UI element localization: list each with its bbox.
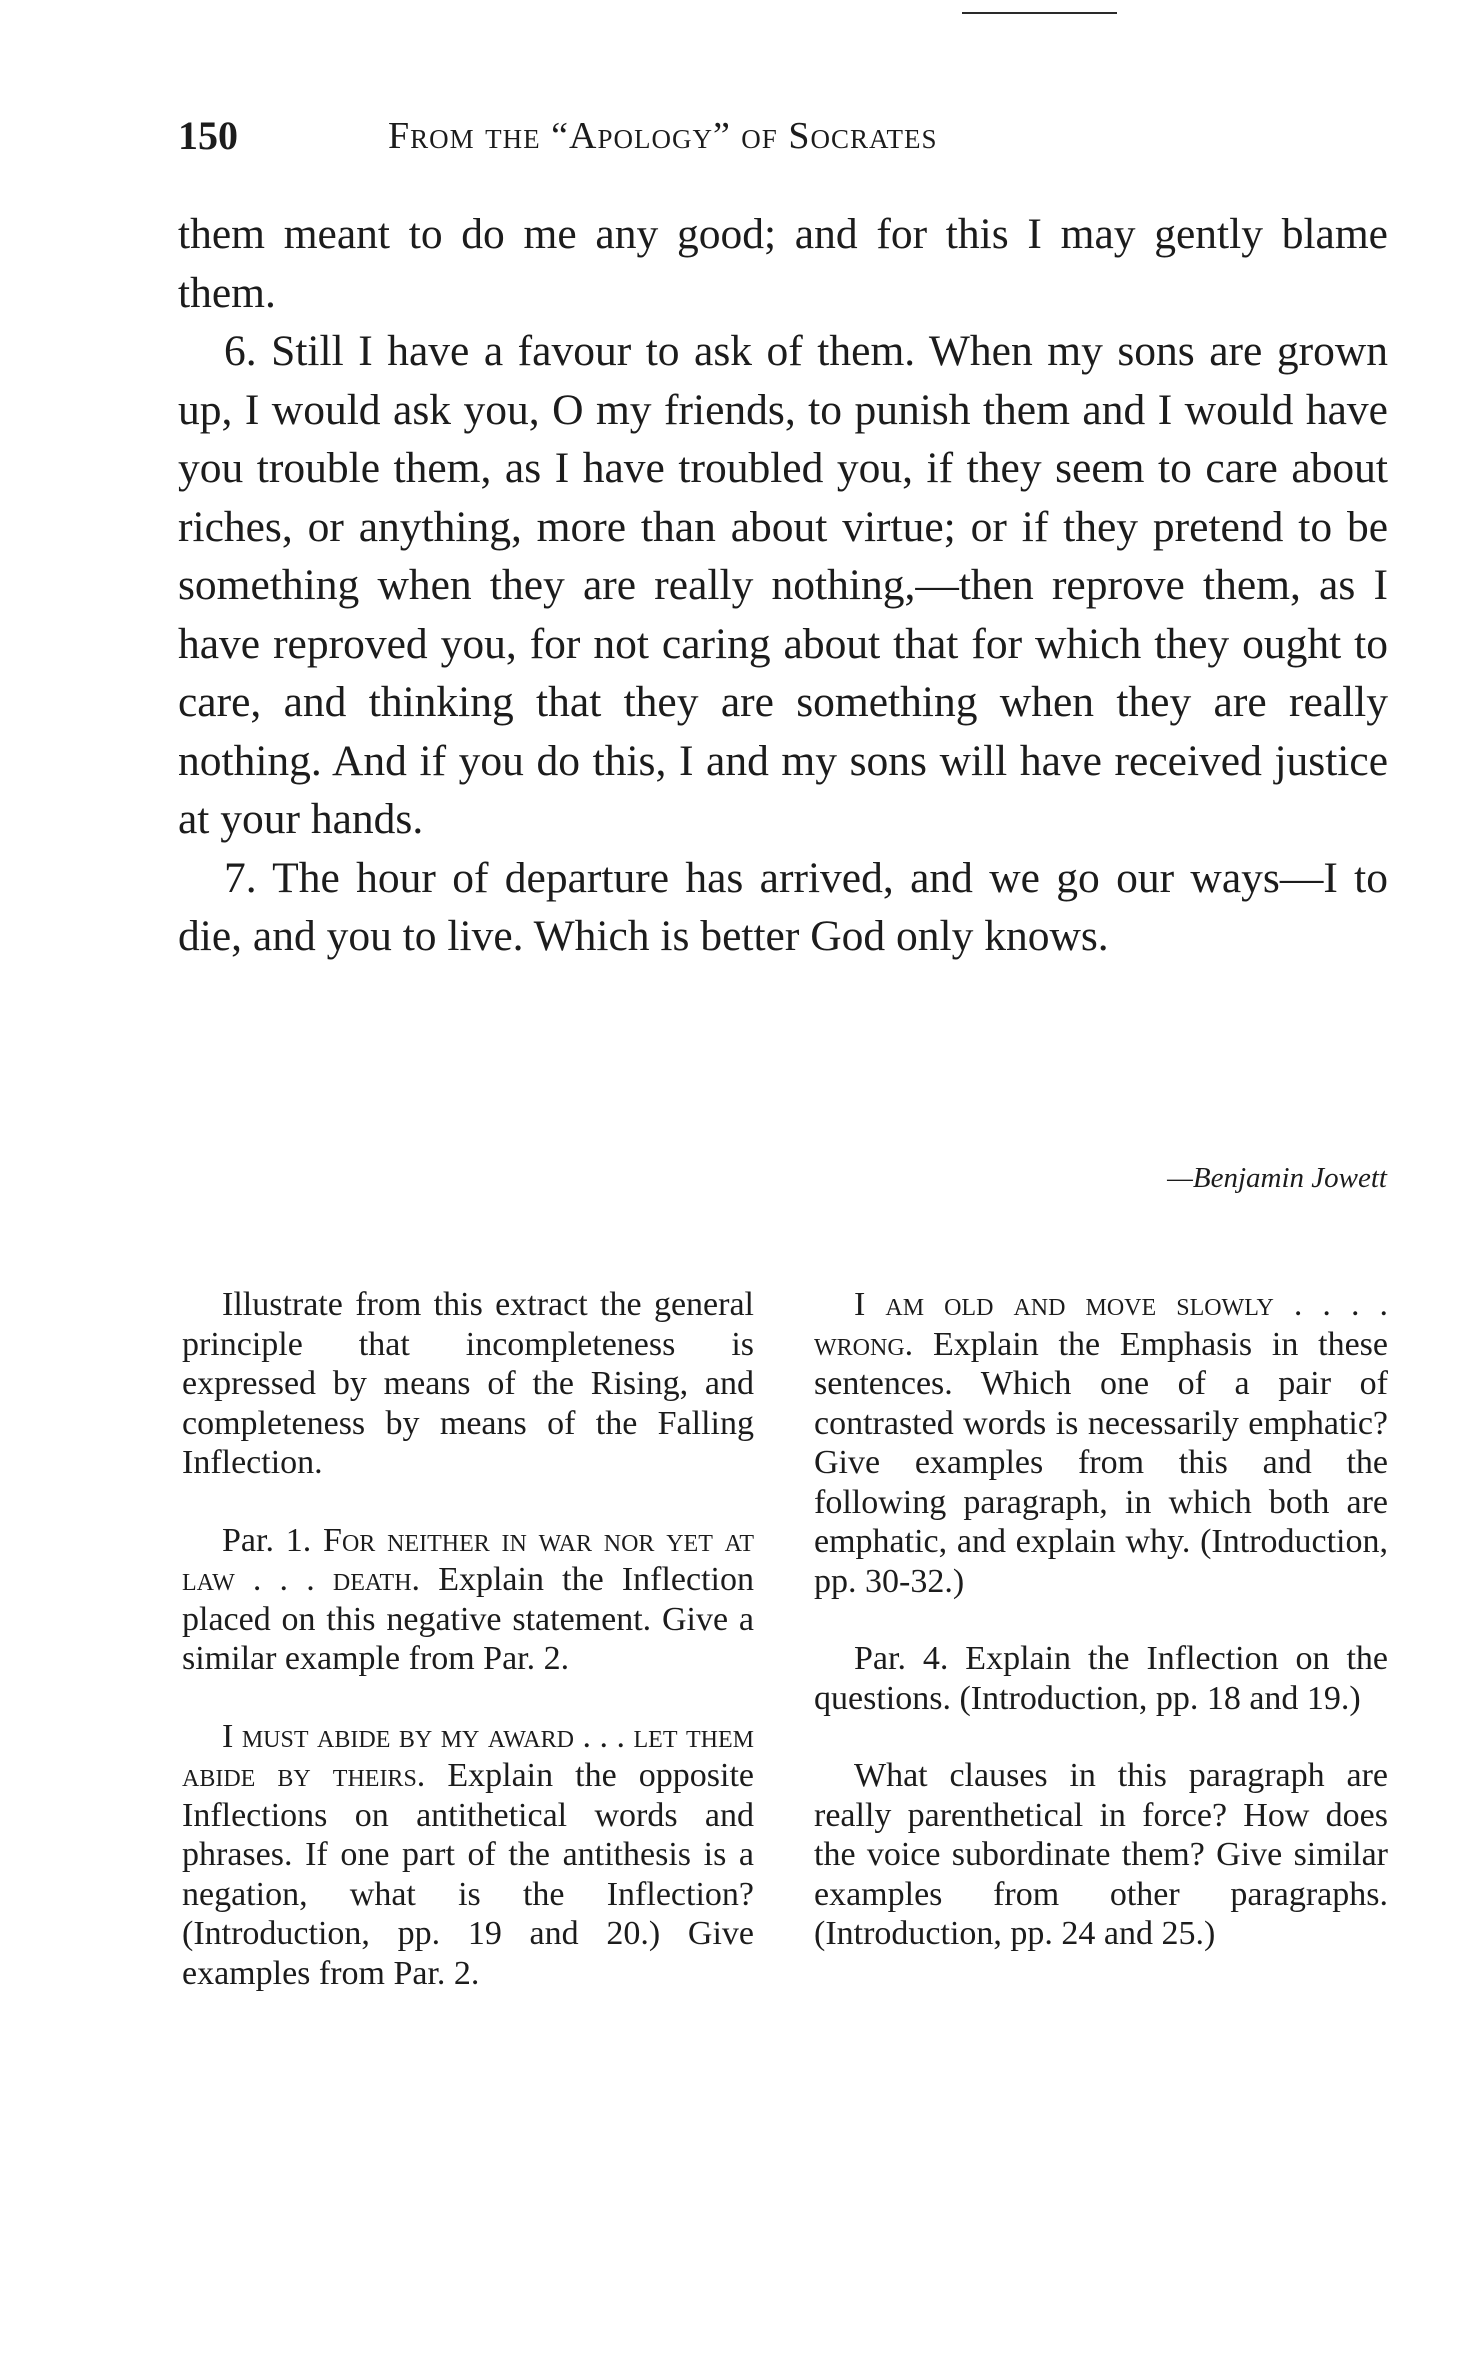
- note-par-1-label: Par. 1.: [222, 1521, 312, 1559]
- note-abide-award: [182, 1717, 754, 1994]
- attribution: —Benjamin Jowett: [1167, 1162, 1387, 1194]
- page-number: 150: [178, 113, 238, 158]
- top-rule: [962, 12, 1117, 14]
- note-abide-award-text: Explain the opposite Inflections on antithetical words and phrases. If one part of the antithesis is a negation, what is the Inflection? (Introduction, pp. 19 and 20.) Give examples from Par. 2.: [182, 1757, 754, 1992]
- notes-left-column: [182, 1285, 754, 2031]
- note-par-4: Par. 4. Explain the Inflection on the questions. (Introduction, pp. 18 and 19.): [814, 1640, 1388, 1717]
- note-emphasis-quote: I am old and move slowly . . . . wrong.: [814, 1286, 1388, 1363]
- note-par-1: [182, 1521, 754, 1679]
- note-abide-award-quote: I must abide by my award . . . let them abide by theirs.: [182, 1717, 754, 1794]
- note-emphasis: [814, 1285, 1388, 1601]
- note-parenthetical: What clauses in this paragraph are really parenthetical in force? How does the voice subordinate them? Give similar examples from other paragraphs. (Introduction, pp. 24 and 25.): [814, 1757, 1388, 1952]
- note-par-1-text: Explain the Inflection placed on this negative statement. Give a similar example from Par. 2.: [182, 1561, 754, 1677]
- notes-right-column: [814, 1285, 1388, 1992]
- paragraph-continuation: them meant to do me any good; and for this I may gently blame them.: [178, 210, 1388, 317]
- page-header: [178, 112, 1388, 172]
- note-inflection-principle: Illustrate from this extract the general principle that incompleteness is expressed by means of the Rising, and completeness by means of the Falling Inflection.: [182, 1286, 754, 1481]
- note-par-1-quote: For neither in war nor yet at law . . . death.: [182, 1521, 754, 1598]
- paragraph-6: 6. Still I have a favour to ask of them. When my sons are grown up, I would ask you, O my friends, to punish them and I would have you trouble them, as I have troubled you, if they seem to care about riches, or anything, more than about virtue; or if they pretend to be something when they are really nothing,—then reprove them, as I have reproved you, for not caring about that for which they ought to care, and thinking that they are something when they are really nothing. And if you do this, I and my sons will have received justice at your hands.: [178, 327, 1388, 843]
- running-title: From the “Apology” of Socrates: [388, 115, 938, 157]
- paragraph-7: 7. The hour of departure has arrived, and we go our ways—I to die, and you to live. Which is better God only knows.: [178, 853, 1388, 960]
- note-emphasis-text: Explain the Emphasis in these sentences. Which one of a pair of contrasted words is necessarily emphatic? Give examples from this and the following paragraph, in which both are emphatic, and explain why. (Introduction, pp. 30-32.): [814, 1325, 1389, 1600]
- main-text: [178, 205, 1388, 966]
